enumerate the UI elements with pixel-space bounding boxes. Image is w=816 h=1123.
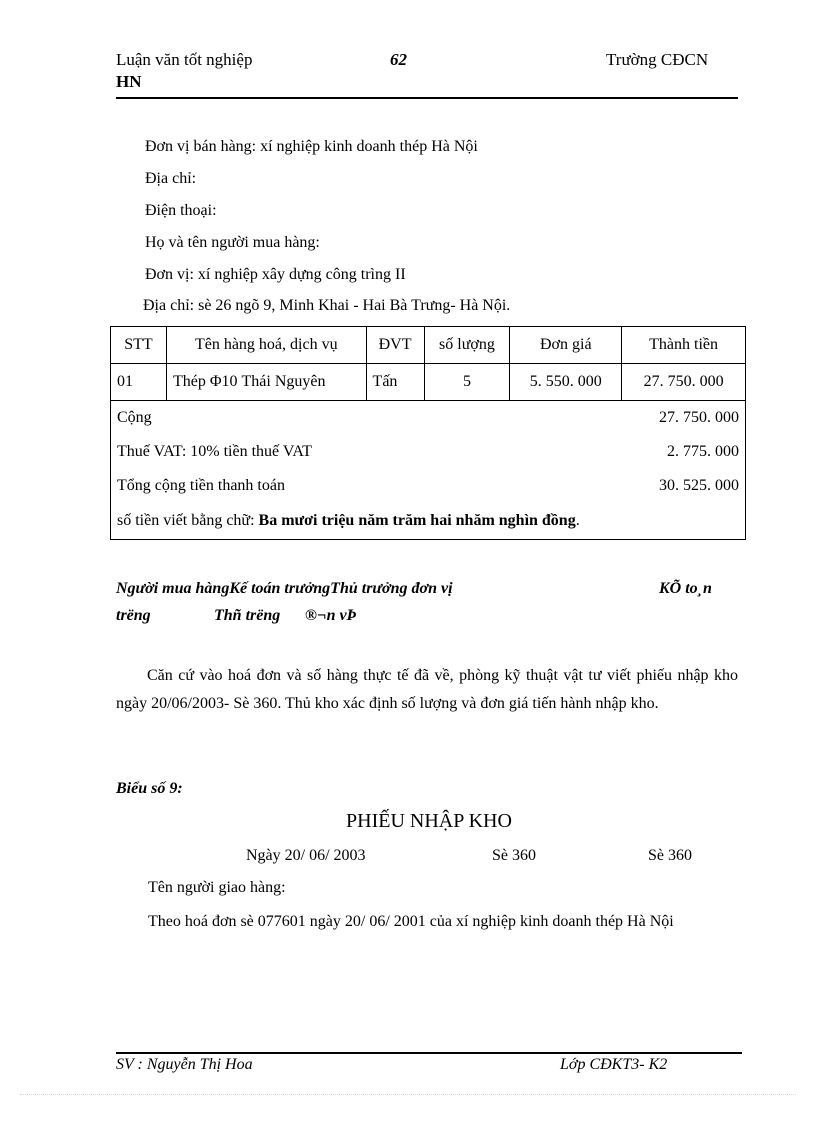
buyer-unit: Đơn vị: xí nghiệp xây dựng công trìng II (145, 266, 406, 283)
header-title-cont: HN (116, 72, 142, 91)
seller-phone: Điện thoại: (145, 202, 217, 219)
cell-price: 5. 550. 000 (510, 364, 622, 401)
page-number: 62 (390, 50, 407, 69)
vat-label: Thuế VAT: 10% tiền thuế VAT (117, 443, 312, 460)
amount-words-end: . (575, 512, 580, 529)
receipt-number-2: Sè 360 (648, 847, 692, 864)
signature-cont-3: ®¬n vÞ (305, 607, 357, 624)
page-bottom-divider (20, 1094, 796, 1095)
total-label: Cộng (117, 409, 152, 426)
table-row (111, 364, 746, 401)
table-header-row (111, 327, 746, 364)
cell-item: Thép Φ10 Thái Nguyên (166, 364, 366, 401)
vat-value: 2. 775. 000 (667, 443, 739, 460)
grand-total-value: 30. 525. 000 (659, 477, 739, 494)
deliverer-name: Tên người giao hàng: (148, 879, 286, 896)
total-value: 27. 750. 000 (659, 409, 739, 426)
buyer-name: Họ và tên người mua hàng: (145, 234, 320, 251)
amount-in-words-row (111, 503, 746, 540)
amount-words-label: số tiền viết bằng chữ: (117, 512, 259, 529)
col-header-qty: số lượng (424, 327, 510, 364)
col-header-amount: Thành tiền (622, 327, 746, 364)
col-header-item: Tên hàng hoá, dịch vụ (166, 327, 366, 364)
grand-total-label: Tổng cộng tiền thanh toán (117, 477, 285, 494)
signature-cont-2: Thñ trëng (214, 607, 281, 624)
signature-roles: Người mua hàngKế toán trưởngThủ trưởng đơn vị (116, 580, 453, 597)
footer-student: SV : Nguyễn Thị Hoa (116, 1056, 253, 1073)
vat-row (111, 435, 746, 469)
form-number: Biểu số 9: (116, 780, 183, 797)
seller-unit: Đơn vị bán hàng: xí nghiệp kinh doanh thép Hà Nội (145, 138, 478, 155)
col-header-price: Đơn giá (510, 327, 622, 364)
buyer-address: Địa chỉ: sè 26 ngõ 9, Minh Khai - Hai Bà Trưng- Hà Nội. (143, 297, 511, 314)
receipt-title: PHIẾU NHẬP KHO (346, 810, 512, 832)
total-row (111, 401, 746, 436)
paragraph-basis: Căn cứ vào hoá đơn và số hàng thực tế đã về, phòng kỹ thuật vật tư viết phiếu nhập kho ngày 20/06/2003- Sè 360. Thủ kho xác định số lượng và đơn giá tiến hành nhập kho. (116, 667, 738, 712)
signature-cont-1: trëng (116, 607, 151, 624)
col-header-unit: ĐVT (366, 327, 424, 364)
seller-address: Địa chỉ: (145, 170, 197, 187)
footer-class: Lớp CĐKT3- K2 (560, 1056, 668, 1073)
footer-rule (116, 1052, 742, 1054)
grand-total-row (111, 469, 746, 503)
cell-unit: Tấn (366, 364, 424, 401)
cell-qty: 5 (424, 364, 510, 401)
receipt-number: Sè 360 (492, 847, 536, 864)
header-title: Luận văn tốt nghiệp (116, 50, 253, 69)
cell-stt: 01 (111, 364, 167, 401)
header-school: Trường CĐCN (606, 50, 709, 69)
header-rule (116, 97, 738, 99)
signature-accountant: KÕ to¸n (659, 580, 712, 597)
amount-words-value: Ba mươi triệu năm trăm hai nhăm nghìn đồng (258, 512, 576, 529)
receipt-date: Ngày 20/ 06/ 2003 (246, 847, 366, 864)
invoice-table (110, 326, 746, 540)
cell-amount: 27. 750. 000 (622, 364, 746, 401)
receipt-basis: Theo hoá đơn sè 077601 ngày 20/ 06/ 2001 của xí nghiệp kinh doanh thép Hà Nội (148, 913, 674, 930)
col-header-stt: STT (111, 327, 167, 364)
